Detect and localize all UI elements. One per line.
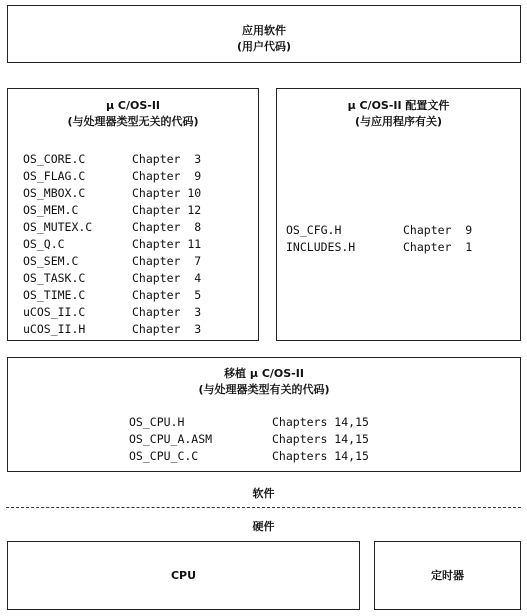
processor-independent-subtitle: (与处理器类型无关的代码)	[67, 115, 199, 128]
file-row	[8, 415, 520, 432]
file-chapter: Chapter 8	[132, 220, 202, 234]
application-software-subtitle: (用户代码)	[236, 40, 292, 53]
file-row	[8, 254, 258, 271]
file-chapter: Chapter 5	[132, 288, 202, 302]
file-name: INCLUDES.H	[286, 240, 356, 254]
file-row	[8, 288, 258, 305]
file-chapter: Chapters 14,15	[272, 415, 369, 429]
file-name: OS_CPU.H	[129, 415, 185, 429]
file-chapter: Chapters 14,15	[272, 449, 369, 463]
file-name: OS_TIME.C	[23, 288, 86, 302]
software-hardware-divider	[6, 507, 521, 508]
file-name: OS_CPU_C.C	[129, 449, 199, 463]
file-row	[8, 237, 258, 254]
file-name: OS_Q.C	[23, 237, 65, 251]
file-chapter: Chapter 10	[132, 186, 202, 200]
file-row	[8, 169, 258, 186]
file-name: OS_SEM.C	[23, 254, 79, 268]
cpu-label: CPU	[170, 569, 197, 582]
file-row	[8, 449, 520, 466]
configuration-files-title: μ C/OS-II 配置文件	[347, 99, 450, 112]
file-name: OS_MUTEX.C	[23, 220, 93, 234]
file-chapter: Chapter 7	[132, 254, 202, 268]
software-label: 软件	[252, 487, 275, 500]
file-name: OS_CFG.H	[286, 223, 342, 237]
file-row	[8, 322, 258, 339]
file-chapter: Chapter 11	[132, 237, 202, 251]
timer-label: 定时器	[431, 569, 464, 582]
file-chapter: Chapter 3	[132, 322, 202, 336]
file-chapter: Chapter 9	[132, 169, 202, 183]
file-row	[8, 432, 520, 449]
file-chapter: Chapter 4	[132, 271, 202, 285]
cpu-box	[7, 541, 360, 610]
application-software-title: 应用软件	[242, 24, 286, 37]
file-name: OS_TASK.C	[23, 271, 86, 285]
file-chapter: Chapter 1	[403, 240, 473, 254]
file-name: uCOS_II.C	[23, 305, 86, 319]
file-row	[8, 305, 258, 322]
file-name: OS_MEM.C	[23, 203, 79, 217]
file-row	[8, 271, 258, 288]
file-name: OS_FLAG.C	[23, 169, 86, 183]
file-row	[8, 203, 258, 220]
file-name: OS_CORE.C	[23, 152, 86, 166]
processor-independent-title: μ C/OS-II	[105, 99, 161, 112]
file-row	[277, 240, 520, 257]
application-software-box	[7, 5, 521, 63]
file-chapter: Chapter 3	[132, 152, 202, 166]
port-subtitle: (与处理器类型有关的代码)	[198, 383, 330, 396]
port-title: 移植 μ C/OS-II	[224, 367, 304, 380]
file-row	[8, 186, 258, 203]
configuration-files-subtitle: (与应用程序有关)	[354, 115, 443, 128]
file-chapter: Chapter 12	[132, 203, 202, 217]
file-chapter: Chapter 9	[403, 223, 473, 237]
configuration-files-box	[276, 88, 521, 341]
file-row	[8, 152, 258, 169]
port-box	[7, 357, 521, 472]
timer-box	[374, 541, 521, 610]
file-chapter: Chapters 14,15	[272, 432, 369, 446]
file-name: uCOS_II.H	[23, 322, 86, 336]
file-name: OS_CPU_A.ASM	[129, 432, 213, 446]
file-row	[8, 220, 258, 237]
file-row	[277, 223, 520, 240]
processor-independent-box	[7, 88, 259, 341]
hardware-label: 硬件	[252, 520, 275, 533]
file-chapter: Chapter 3	[132, 305, 202, 319]
file-name: OS_MBOX.C	[23, 186, 86, 200]
